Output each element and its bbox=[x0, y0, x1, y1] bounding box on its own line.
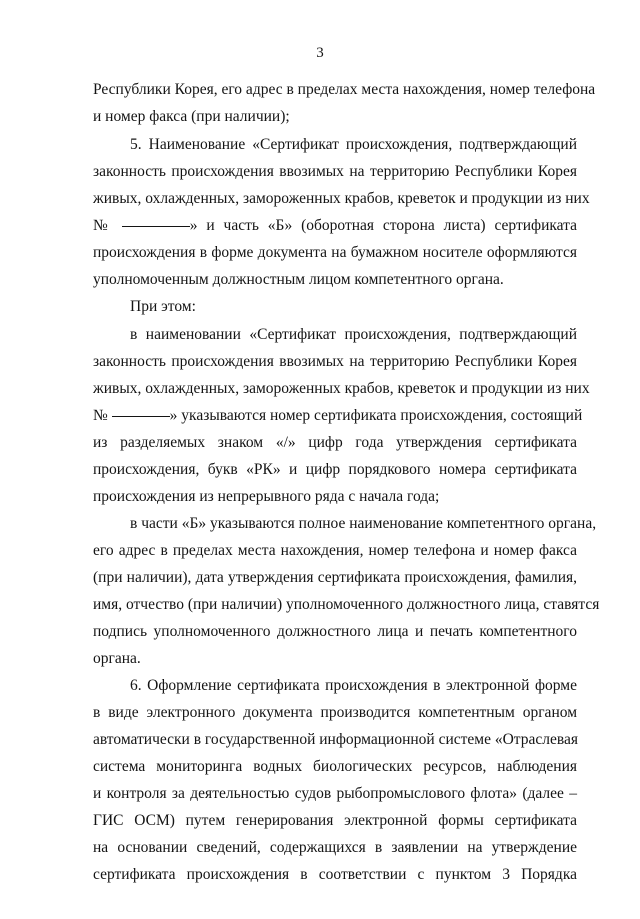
text-line: (при наличии), дата утверждения сертификата происхождения, фамилия, bbox=[93, 569, 577, 586]
number-blank bbox=[122, 225, 190, 227]
number-blank bbox=[112, 415, 170, 417]
text-line: на основании сведений, содержащихся в заявлении на утверждение bbox=[93, 839, 577, 856]
text-line: ГИС ОСМ) путем генерирования электронной формы сертификата bbox=[93, 812, 577, 829]
number-sign: № bbox=[93, 217, 113, 234]
text-line: и номер факса (при наличии); bbox=[93, 108, 290, 125]
text-line: живых, охлажденных, замороженных крабов, креветок и продукции из них bbox=[93, 190, 590, 207]
text-line: имя, отчество (при наличии) уполномоченного должностного лица, ставятся bbox=[93, 596, 600, 613]
text-fragment: » указываются номер сертификата происхождения, состоящий bbox=[169, 407, 583, 424]
text-line: законность происхождения ввозимых на территорию Республики Корея bbox=[93, 353, 577, 370]
text-line: происхождения из непрерывного ряда с начала года; bbox=[93, 488, 440, 505]
paragraph-5-start: 5. Наименование «Сертификат происхождения, подтверждающий bbox=[130, 136, 577, 153]
text-line: происхождения, букв «РК» и цифр порядкового номера сертификата bbox=[93, 461, 577, 478]
text-line: уполномоченным должностным лицом компетентного органа. bbox=[93, 271, 504, 288]
text-line: Республики Корея, его адрес в пределах места нахождения, номер телефона bbox=[93, 81, 596, 98]
paragraph-start: в наименовании «Сертификат происхождения, подтверждающий bbox=[130, 326, 577, 343]
text-line: система мониторинга водных биологических ресурсов, наблюдения bbox=[93, 758, 577, 775]
text-line: подпись уполномоченного должностного лица и печать компетентного bbox=[93, 623, 577, 640]
paragraph-start: При этом: bbox=[130, 298, 196, 315]
text-line: сертификата происхождения в соответствии с пунктом 3 Порядка bbox=[93, 866, 577, 883]
certificate-number-line bbox=[93, 216, 577, 235]
number-sign: № bbox=[93, 407, 108, 424]
paragraph-6-start: 6. Оформление сертификата происхождения в электронной форме bbox=[130, 677, 577, 694]
text-line: автоматически в государственной информационной системе «Отраслевая bbox=[93, 731, 579, 748]
text-line: органа. bbox=[93, 650, 141, 667]
page-number: 3 bbox=[316, 45, 324, 61]
certificate-number-line bbox=[93, 406, 583, 425]
text-line: из разделяемых знаком «/» цифр года утверждения сертификата bbox=[93, 434, 577, 451]
text-line: живых, охлажденных, замороженных крабов, креветок и продукции из них bbox=[93, 380, 590, 397]
text-line: в виде электронного документа производится компетентным органом bbox=[93, 704, 577, 721]
text-line: законность происхождения ввозимых на территорию Республики Корея bbox=[93, 163, 577, 180]
text-fragment: » и часть «Б» (оборотная сторона листа) сертификата bbox=[189, 217, 577, 234]
paragraph-start: в части «Б» указываются полное наименование компетентного органа, bbox=[130, 515, 597, 532]
text-line: происхождения в форме документа на бумажном носителе оформляются bbox=[93, 244, 577, 261]
text-line: его адрес в пределах места нахождения, номер телефона и номер факса bbox=[93, 542, 577, 559]
text-line: и контроля за деятельностью судов рыбопромыслового флота» (далее – bbox=[93, 785, 577, 802]
